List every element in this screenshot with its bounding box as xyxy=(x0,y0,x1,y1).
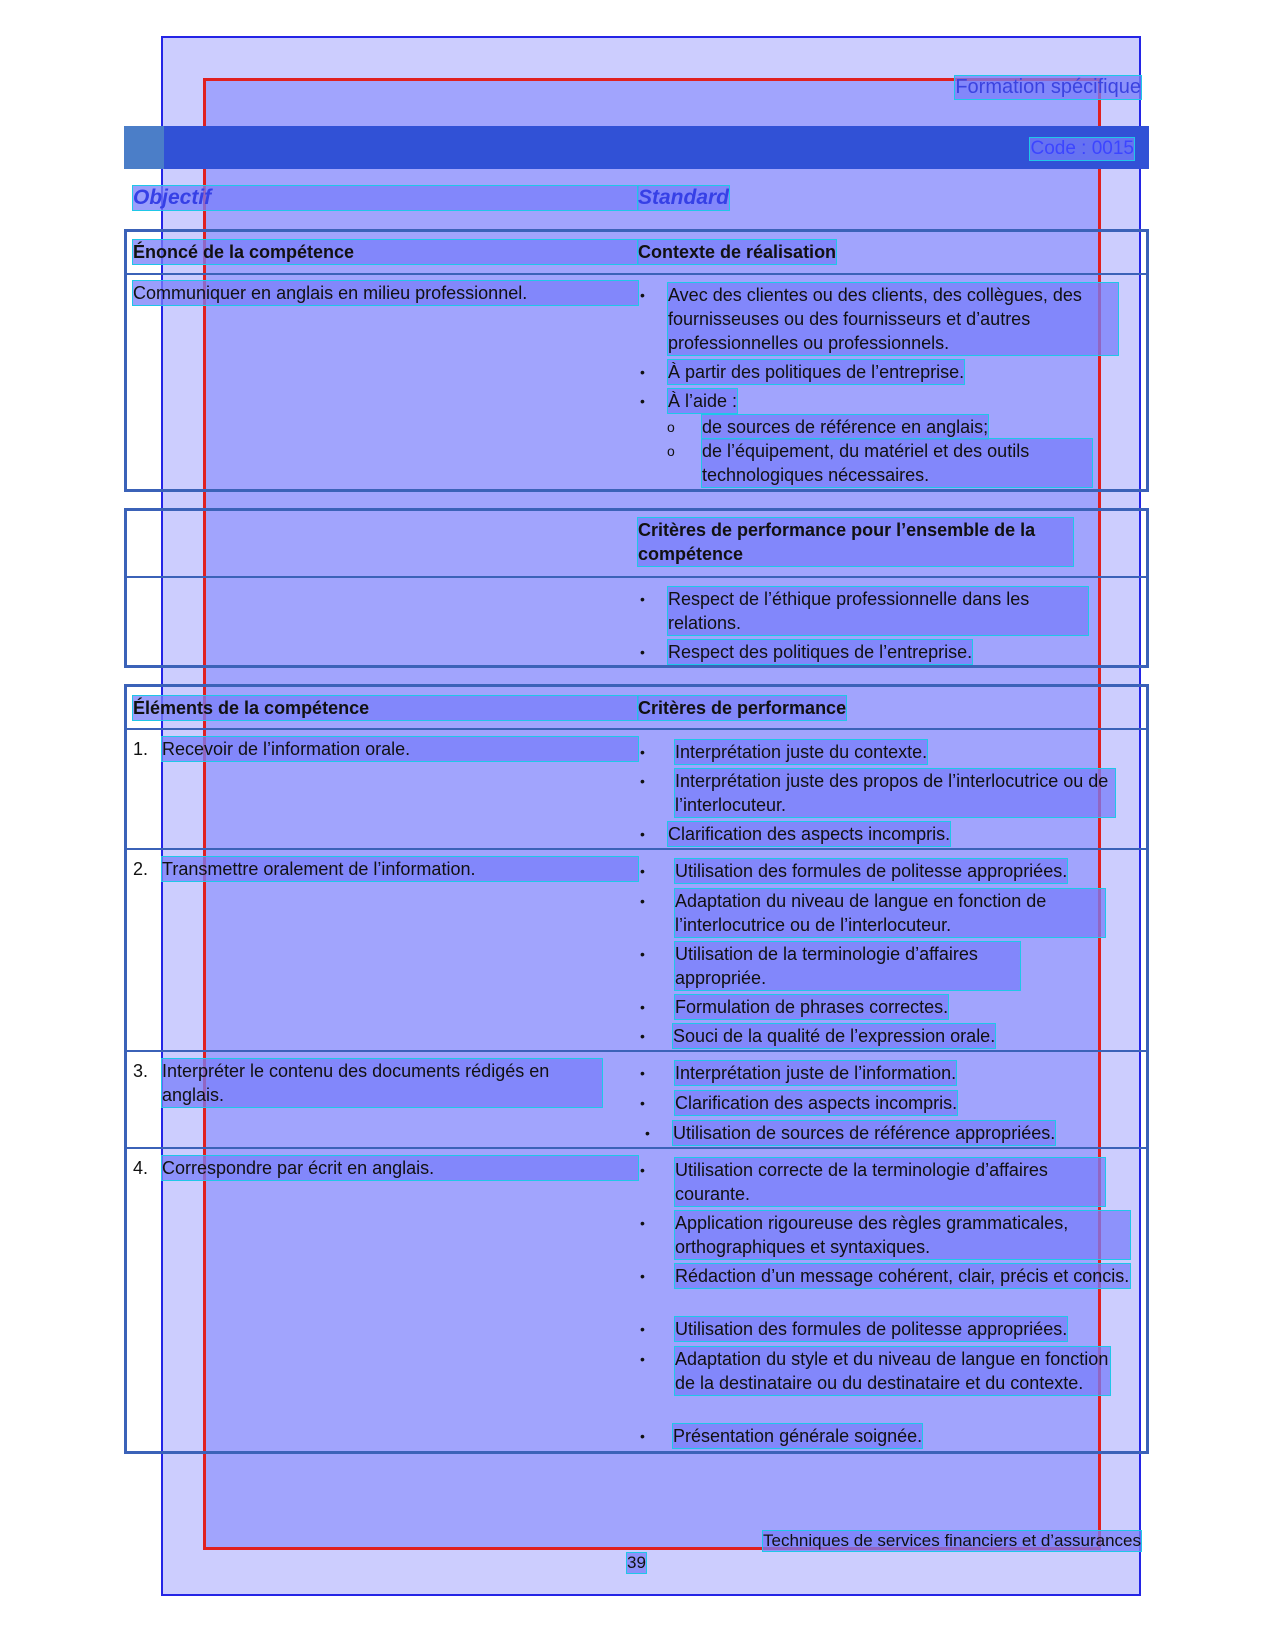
bullet-icon: • xyxy=(640,364,645,380)
critere-ensemble-item: Respect de l’éthique professionnelle dans les relations. xyxy=(668,587,1088,635)
code-band-accent xyxy=(124,126,164,169)
competency-code: Code : 0015 xyxy=(1030,138,1134,159)
contexte-subitem: de l’équipement, du matériel et des outils technologiques nécessaires. xyxy=(702,439,1092,487)
bullet-icon: • xyxy=(640,773,645,789)
bullet-icon: • xyxy=(640,1321,645,1337)
bullet-icon: • xyxy=(640,999,645,1015)
contexte-item: Avec des clientes ou des clients, des collègues, des fournisseuses ou des fournisseurs et d’autres professionnelles ou professionnels. xyxy=(668,283,1118,355)
element-text: Interpréter le contenu des documents rédigés en anglais. xyxy=(162,1059,602,1107)
critere-item: Formulation de phrases correctes. xyxy=(675,997,949,1017)
sub-bullet-icon: o xyxy=(667,443,675,459)
element-text: Recevoir de l’information orale. xyxy=(162,737,638,761)
contexte-item: À partir des politiques de l’entreprise. xyxy=(668,362,965,382)
table-divider xyxy=(124,848,1149,850)
critere-ensemble-item: Respect des politiques de l’entreprise. xyxy=(668,642,973,662)
bullet-icon: • xyxy=(640,946,645,962)
bullet-icon: • xyxy=(640,1215,645,1231)
bullet-icon: • xyxy=(640,893,645,909)
bullet-icon: • xyxy=(640,1162,645,1178)
critere-item: Rédaction d’un message cohérent, clair, précis et concis. xyxy=(675,1266,1130,1286)
contexte-item: À l’aide : xyxy=(668,391,738,411)
footer-program: Techniques de services financiers et d’assurances xyxy=(763,1531,1141,1550)
critere-item: Présentation générale soignée. xyxy=(673,1426,923,1446)
critere-item: Souci de la qualité de l’expression orale. xyxy=(673,1026,996,1046)
critere-item: Utilisation de sources de référence appropriées. xyxy=(673,1123,1056,1143)
contexte-header: Contexte de réalisation xyxy=(638,242,837,262)
bullet-icon: • xyxy=(640,287,645,303)
bullet-icon: • xyxy=(640,1428,645,1444)
bullet-icon: • xyxy=(640,826,645,842)
table-divider xyxy=(124,728,1149,730)
bullet-icon: • xyxy=(640,1065,645,1081)
critere-item: Application rigoureuse des règles grammaticales, orthographiques et syntaxiques. xyxy=(675,1211,1130,1259)
bullet-icon: • xyxy=(640,393,645,409)
contexte-subitem: de sources de référence en anglais; xyxy=(702,417,989,437)
elements-header: Éléments de la compétence xyxy=(133,696,638,720)
bullet-icon: • xyxy=(640,1028,645,1044)
bullet-icon: • xyxy=(640,1351,645,1367)
critere-item: Adaptation du niveau de langue en fonction de l’interlocutrice ou de l’interlocuteur. xyxy=(675,889,1105,937)
critere-item: Utilisation de la terminologie d’affaires appropriée. xyxy=(675,942,1020,990)
page-number: 39 xyxy=(627,1553,646,1572)
table-divider xyxy=(124,1147,1149,1149)
critere-item: Adaptation du style et du niveau de langue en fonction de la destinataire ou du destinataire et du contexte. xyxy=(675,1349,1109,1393)
critere-item: Utilisation correcte de la terminologie d’affaires courante. xyxy=(675,1158,1105,1206)
element-text: Correspondre par écrit en anglais. xyxy=(162,1156,638,1180)
critere-item: Interprétation juste du contexte. xyxy=(675,742,928,762)
table-divider xyxy=(124,273,1149,275)
critere-item: Clarification des aspects incompris. xyxy=(668,824,951,844)
critere-item: Utilisation des formules de politesse appropriées. xyxy=(675,1319,1068,1339)
code-band xyxy=(124,126,1149,169)
element-number: 4. xyxy=(133,1158,149,1178)
bullet-icon: • xyxy=(640,644,645,660)
critere-item: Utilisation des formules de politesse appropriées. xyxy=(675,861,1068,881)
bullet-icon: • xyxy=(640,591,645,607)
criteres-header: Critères de performance xyxy=(638,698,847,718)
bullet-icon: • xyxy=(640,1095,645,1111)
element-number: 1. xyxy=(133,739,149,759)
element-number: 3. xyxy=(133,1061,149,1081)
bullet-icon: • xyxy=(640,744,645,760)
element-number: 2. xyxy=(133,859,149,879)
table-divider xyxy=(124,576,1149,578)
element-text: Transmettre oralement de l’information. xyxy=(162,857,638,881)
enonce-text: Communiquer en anglais en milieu professionnel. xyxy=(133,281,638,305)
bullet-icon: • xyxy=(640,863,645,879)
section-standard: Standard xyxy=(638,186,730,209)
critere-item: Interprétation juste de l’information. xyxy=(675,1063,957,1083)
critere-item: Clarification des aspects incompris. xyxy=(675,1093,958,1113)
critere-item: Interprétation juste des propos de l’interlocutrice ou de l’interlocuteur. xyxy=(675,769,1115,817)
enonce-header: Énoncé de la compétence xyxy=(133,240,638,264)
bullet-icon: • xyxy=(645,1125,650,1141)
section-objectif: Objectif xyxy=(133,186,638,210)
header-title: Formation spécifique xyxy=(955,76,1141,98)
table-divider xyxy=(124,1050,1149,1052)
bullet-icon: • xyxy=(640,1268,645,1284)
criteres-ensemble-header: Critères de performance pour l’ensemble de la compétence xyxy=(638,518,1073,566)
sub-bullet-icon: o xyxy=(667,419,675,435)
